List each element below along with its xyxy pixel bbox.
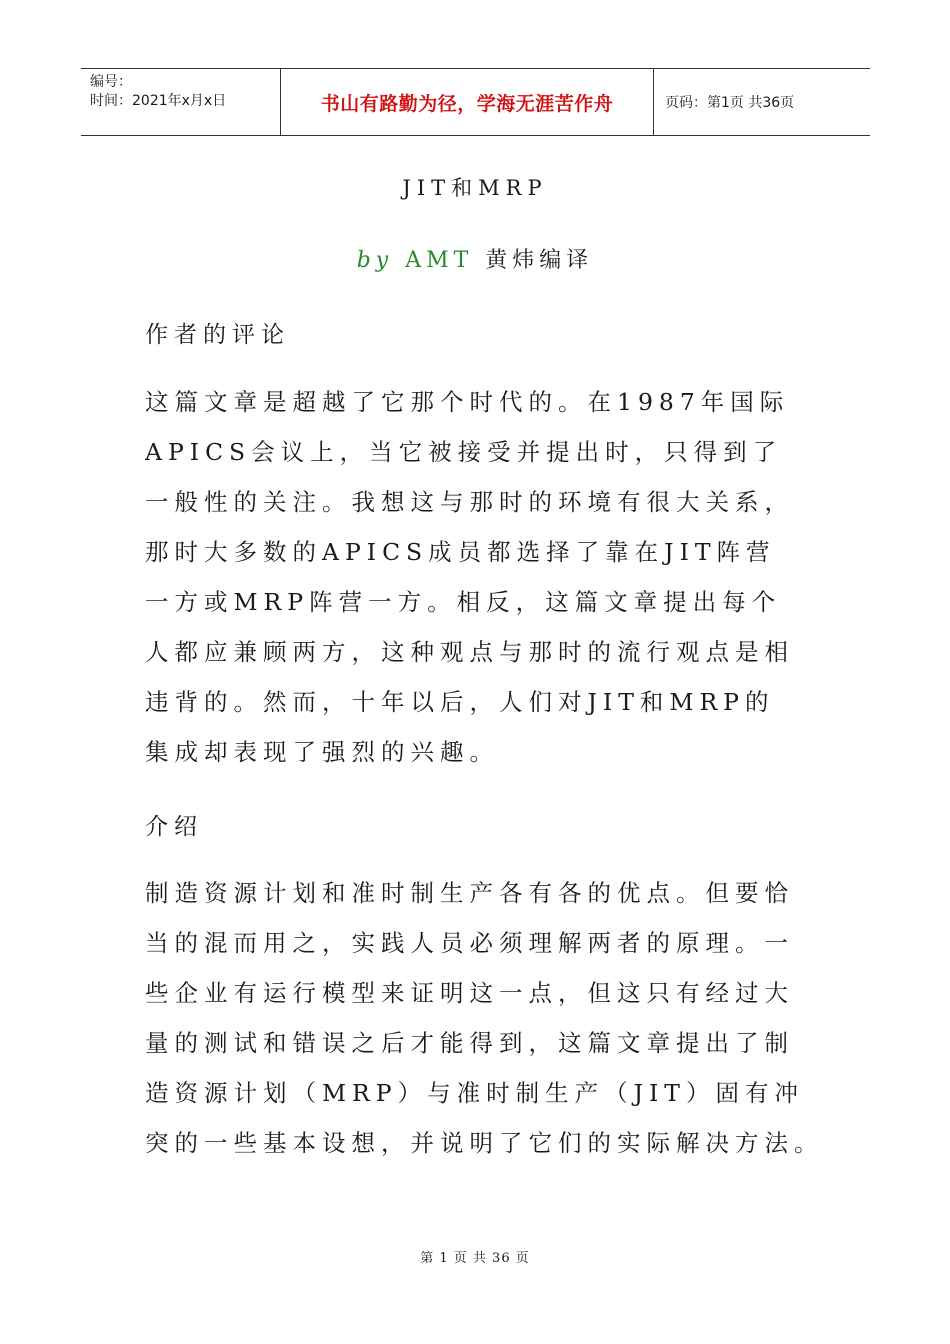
page-footer: 第 1 页 共 36 页 [420, 1251, 530, 1266]
paragraph-line: 当的混而用之，实践人员必须理解两者的原理。一 [145, 929, 794, 957]
section-heading-intro: 介绍 [145, 814, 203, 840]
paragraph-line: 突的一些基本设想，并说明了它们的实际解决方法。 [145, 1129, 824, 1157]
paragraph-intro [145, 878, 835, 1178]
document-number-label: 编号： [90, 74, 132, 90]
byline-translator: 黄炜编译 [485, 248, 594, 273]
section-heading-comment: 作者的评论 [145, 322, 290, 348]
paragraph-comment [145, 387, 835, 787]
document-date-label: 时间：2021年x月x日 [90, 93, 227, 109]
document-title: JIT和MRP [402, 176, 548, 200]
paragraph-line: 那时大多数的APICS成员都选择了靠在JIT阵营 [145, 538, 776, 566]
paragraph-line: 这篇文章是超越了它那个时代的。在1987年国际 [145, 388, 790, 416]
paragraph-line: 造资源计划（MRP）与准时制生产（JIT）固有冲 [145, 1079, 804, 1107]
paragraph-line: 制造资源计划和准时制生产各有各的优点。但要恰 [145, 879, 794, 907]
paragraph-line: 人都应兼顾两方，这种观点与那时的流行观点是相 [145, 638, 794, 666]
paragraph-line: 一般性的关注。我想这与那时的环境有很大关系， [145, 488, 794, 516]
header-motto: 书山有路勤为径，学海无涯苦作舟 [281, 69, 654, 135]
header-meta-cell [81, 69, 281, 135]
paragraph-line: 量的测试和错误之后才能得到，这篇文章提出了制 [145, 1029, 794, 1057]
paragraph-line: 集成却表现了强烈的兴趣。 [145, 738, 499, 766]
byline-by: by [356, 248, 394, 273]
document-byline [0, 243, 950, 274]
byline-org: AMT [405, 248, 474, 273]
header-page-info: 页码：第1页 共36页 [665, 95, 795, 111]
document-header [81, 68, 870, 136]
paragraph-line: APICS会议上，当它被接受并提出时，只得到了 [145, 438, 783, 466]
paragraph-line: 些企业有运行模型来证明这一点，但这只有经过大 [145, 979, 794, 1007]
paragraph-line: 一方或MRP阵营一方。相反，这篇文章提出每个 [145, 588, 782, 616]
paragraph-line: 违背的。然而，十年以后，人们对JIT和MRP的 [145, 688, 775, 716]
